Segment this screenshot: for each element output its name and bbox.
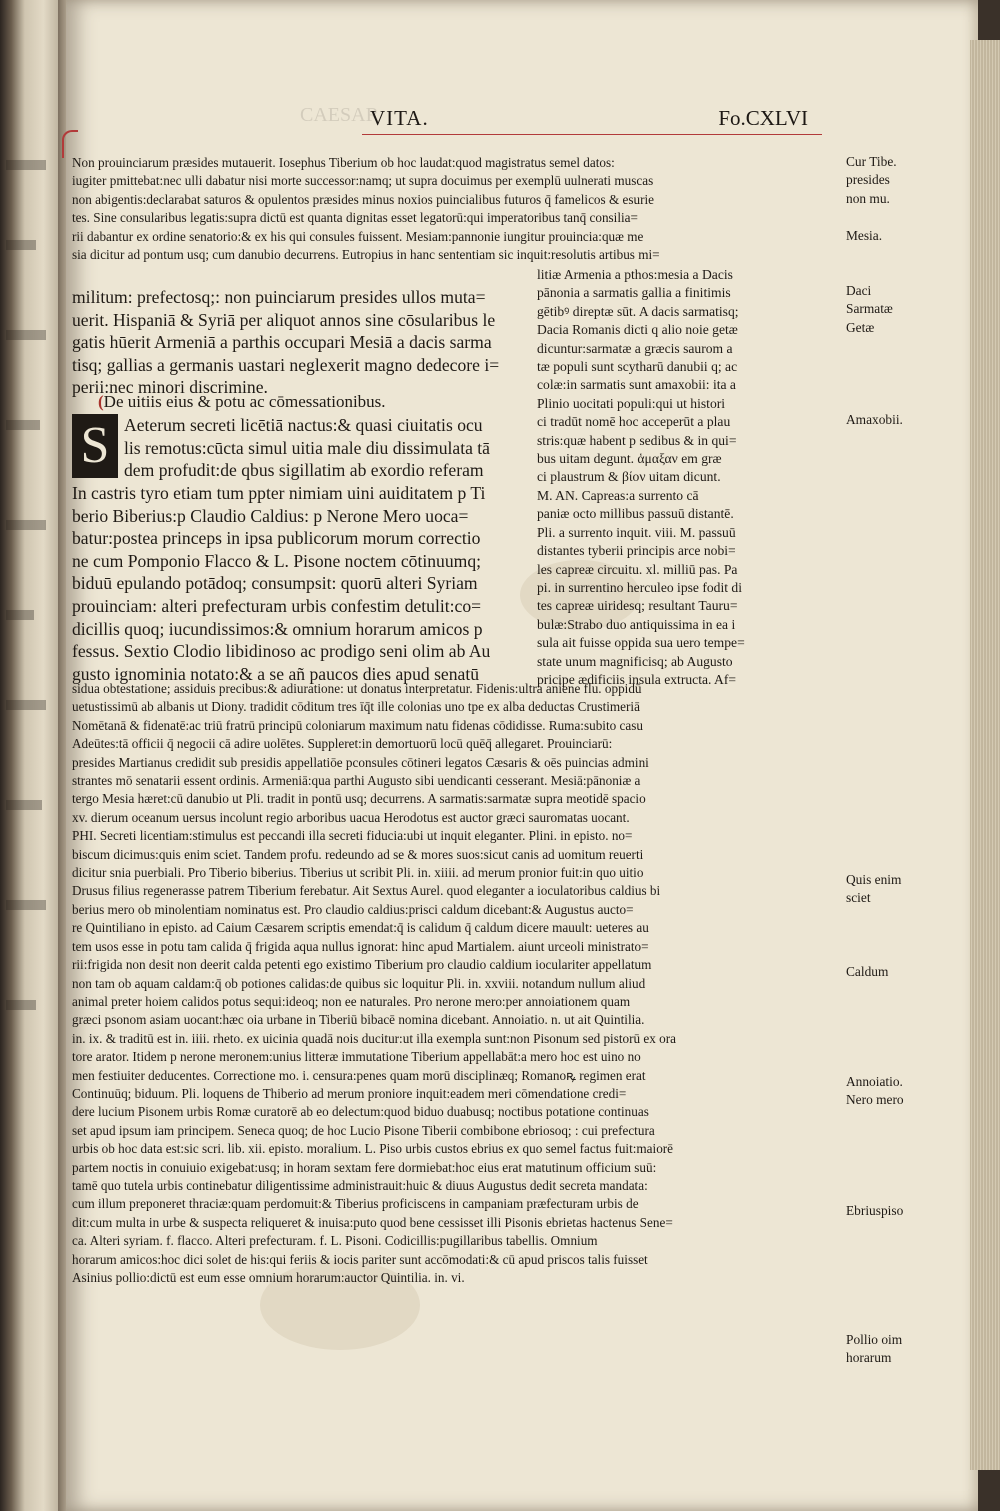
- margin-note: Sarmatæ: [846, 301, 893, 317]
- margin-note: Amaxobii.: [846, 411, 903, 427]
- text-line: Aeterum secreti licētiā nactus:& quasi ciuitatis ocu: [124, 415, 483, 435]
- facing-page-edge: [0, 0, 62, 1511]
- text-line: set apud ipsum iam principem. Seneca quoq; de hoc Lucio Pisone Tiberii combibone ebriosoq; : cui prefectura: [72, 1122, 655, 1138]
- text-line: sidua obtestatione; assiduis precibus:& adiuratione: ut donatus interpretatur. Fidenis:ultra aniene flu. oppidū: [72, 681, 642, 696]
- text-line: uetustissimū ab albanis ut Diony. tradidit cōditum tres īq̄t ille colonias uno tpe ex alba deductas Crustimeriā: [72, 699, 640, 715]
- margin-note: sciet: [846, 890, 871, 905]
- lower-commentary: [72, 680, 842, 1287]
- text-line: tergo Mesia hæret:cū danubio ut Pli. tradit in pontū usq; decurrens. A sarmatis:sarmatæ supra meotidē spacio: [72, 791, 646, 807]
- text-line: colæ:in sarmatis sunt amaxobii: ita a: [537, 377, 736, 393]
- text-line: sula ait fuisse oppida sua uero tempe=: [537, 635, 745, 651]
- text-line: bulæ:Strabo duo antiquissima in ea i: [537, 616, 736, 632]
- text-line: dicuntur:sarmatæ a græcis saurom a: [537, 340, 733, 356]
- text-line: gusto ignominia notato:& a se añ paucos dies apud senatū: [72, 663, 480, 684]
- folio-number: Fo.CXLVI: [718, 106, 808, 130]
- text-line: uerit. Hispaniā & Syriā per aliquot annos sine cōsularibus le: [72, 309, 496, 330]
- text-line: ne cum Pomponio Flacco & L. Pisone noctem cōtinuumq;: [72, 550, 482, 571]
- text-line: pi. in surrentino herculeo ipse fodit di: [537, 579, 742, 595]
- text-line: ci plaustrum & βίον uitam dicunt.: [537, 469, 721, 485]
- show-through-title: CAESAR: [300, 104, 379, 126]
- right-commentary: [537, 266, 837, 689]
- text-line: dem profudit:de qbus sigillatim ab exordio referam: [124, 460, 484, 481]
- text-line: horarum amicos:hoc dici solet de his:qui feriis & iocis pariter sunt accōmodati:& cū apud priscos talis fuisset: [72, 1251, 648, 1267]
- margin-note: non mu.: [846, 190, 890, 206]
- text-line: Pli. a surrento inquit. viii. M. passuū: [537, 524, 736, 540]
- text-line: Plinio uocitati populi:qui ut histori: [537, 395, 726, 411]
- text-line: gatis hūerit Armeniā a parthis occupari Mesiā a dacis sarma: [72, 332, 492, 353]
- text-line: perii:nec minori discrimine.: [72, 377, 268, 398]
- text-line: PHI. Secreti licentiam:stimulus est peccandi illa secreti fiducia:ubi ut inquit eleganter. Plini. in episto. no=: [72, 828, 633, 844]
- text-line: tes. Sine consularibus legatis:supra dictū est quanta dignitas esset legatorū:qui imperatoribus tanq̄ consilia=: [72, 210, 638, 226]
- text-line: Non prouinciarum præsides mutauerit. Iosephus Tiberium ob hoc laudat:quod magistratus semel datos:: [72, 155, 615, 170]
- text-line: tes capreæ uiridesq; resultant Tauru=: [537, 598, 738, 614]
- text-line: men festiuiter deducentes. Correctione mo. i. censura:penes quam morū disciplinæq; Romanoꝶ regimen erat: [72, 1067, 646, 1083]
- text-line: fessus. Sextio Clodio libidinoso ac prodigo seni olim ab Au: [72, 641, 491, 662]
- text-line: pricipe ædificiis insula extructa. Af=: [537, 671, 737, 687]
- margin-note: Getæ: [846, 319, 875, 335]
- text-line: dicillis quoq; iucundissimos:& omnium horarum amicos p: [72, 618, 483, 639]
- text-line: Continuūq; biduum. Pli. loquens de Thiberio ad merum proniore inquit:eadem meri cōmendatione credi=: [72, 1085, 627, 1101]
- text-line: lis remotus:cūcta simul uitia male diu dissimulata tā: [124, 437, 490, 458]
- text-line: ca. Alteri syriam. f. flacco. Alteri prefecturam. f. L. Pisoni. Codicillis:pugillaribus tabellis. Omnium: [72, 1233, 598, 1249]
- text-line: rii dabantur ex ordine senatorio:& ex his qui consules fuissent. Mesiam:pannonie iungitur prouincia:quæ me: [72, 228, 644, 244]
- text-line: rii:frigida non desit non deerit calda petenti ego existimo Tiberium pro claudio caldium ioculariter appellatum: [72, 957, 652, 973]
- text-line: dit:cum multa in urbe & suspecta reliqueret & inuisa:puto quod bene cessisset illi Pisonis ebrietas hactenus Sene=: [72, 1214, 673, 1230]
- text-line: Dacia Romanis dicti q alio noie getæ: [537, 322, 738, 338]
- text-line: batur:postea princeps in ipsa publicorum morum correctio: [72, 528, 481, 549]
- text-line: ci tradūt nomē hoc acceperūt a plau: [537, 414, 731, 430]
- text-line: In castris tyro etiam tum ppter nimiam uini auiditatem p Ti: [72, 483, 486, 503]
- text-line: Asinius pollio:dictū est eum esse omnium horarum:auctor Quintilia. in. vi.: [72, 1270, 465, 1285]
- text-line: tisq; gallias a germanis uastari neglexerit magno dedecore i=: [72, 354, 500, 375]
- main-text-indented: [124, 414, 534, 482]
- text-line: litiæ Armenia a pthos:mesia a Dacis: [537, 267, 733, 282]
- main-text-top: [72, 286, 527, 399]
- text-line: non tam ob aquam caldam:q̄ ob potiones calidas:de quibus sic loquitur Pli. in. xxviii. notandum nullum aliud: [72, 975, 646, 991]
- margin-note: Annoiatio.: [846, 1074, 903, 1089]
- text-line: militum: prefectosq;: non puinciarum presides ullos muta=: [72, 287, 486, 307]
- chapter-heading: (De uitiis eius & potu ac cōmessationibus.: [98, 392, 386, 411]
- text-line: les capreæ circuitu. xl. milliū pas. Pa: [537, 561, 738, 577]
- text-line: biduū epulando potādoq; consumpsit: quorū alteri Syriam: [72, 573, 478, 594]
- text-line: dicitur snia puerbiali. Pro Tiberio biberius. Tiberius ut scribit Pli. in. xiiii. ad merum pronior fuit:in quo uitio: [72, 865, 644, 881]
- text-line: græci psonom asiam uocant:hæc oia urbane in Tiberiū bibacē nomina dicebant. Annoiatio. n. ut ait Quintilia.: [72, 1012, 645, 1028]
- text-line: tamē quo tutela urbis continebatur diligentissime administrauit:huic & diuus Augustus dedit secreta mandata:: [72, 1177, 648, 1193]
- text-line: iugiter pmittebat:nec ulli dabatur nisi morte successor:namq; ut supra docuimus per exemplū uulnerati muscas: [72, 173, 654, 189]
- text-line: non abigentis:declarabat saturos & opulentos præsides minus noxios puincialibus futuros q̄ famelicos & esurie: [72, 191, 654, 207]
- text-line: gētibꝰ direptæ sūt. A dacis sarmatisq;: [537, 303, 739, 319]
- margin-note: Nero mero: [846, 1092, 904, 1108]
- page-header: [300, 106, 820, 140]
- margin-note: Ebriuspiso: [846, 1202, 904, 1218]
- text-line: animal preter hoiem calidos potus sequi:ideoq; non ee naturales. Pro nerone mero:per annoiationem quam: [72, 993, 631, 1009]
- decorated-initial: S: [72, 414, 118, 478]
- margin-note: Cur Tibe.: [846, 154, 897, 169]
- text-line: M. AN. Capreas:a surrento cā: [537, 487, 699, 503]
- text-line: dere lucium Pisonem urbis Romæ curatorē ab eo delectum:quod biduo duabusq; noctibus potatione continuas: [72, 1104, 649, 1120]
- margin-note: Caldum: [846, 963, 889, 979]
- main-text-body: [72, 482, 527, 685]
- text-line: cum illum preponeret thraciæ:quam perdomuit:& Tiberius proficiscens in campaniam præfecturam urbis de: [72, 1196, 639, 1212]
- page-stack-edge: [970, 40, 1000, 1470]
- text-line: sia dicitur ad pontum usq; cum danubio decurrens. Eutropius in hanc sententiam sic inquit:resolutis artibus mi=: [72, 247, 660, 263]
- text-line: in. ix. & traditū est in. iiii. rheto. ex uicinia quadā nois ducitur:ut illa exempla sunt:non Pisonum sed pistorū ex ora: [72, 1030, 676, 1046]
- running-title: VITA.: [370, 106, 429, 130]
- text-line: re Quintiliano in episto. ad Caium Cæsarem scriptis emendat:q̄ is calidum q̄ caldum dicere mauult: ueteres au: [72, 920, 649, 936]
- margin-note: Mesia.: [846, 227, 883, 243]
- text-line: state unum magnificisq; ab Augusto: [537, 653, 733, 669]
- text-line: xv. dierum oceanum uersus incolunt regio arboribus uacua Herodotus est auctor græci sauromatas uocant.: [72, 809, 630, 825]
- red-underline: [362, 134, 822, 135]
- text-line: tæ populi sunt scytharū danubii q; ac: [537, 359, 738, 375]
- text-line: paniæ octo millibus passuū distantē.: [537, 506, 734, 522]
- text-line: bus uitam degunt. ἁμαξαν em græ: [537, 451, 722, 467]
- margin-note: Quis enim: [846, 871, 902, 887]
- text-line: Drusus filius regenerasse patrem Tiberium ferebatur. Ait Sextus Aurel. quod eleganter a ioculatoribus caldius bi: [72, 883, 661, 899]
- margin-note: horarum: [846, 1350, 892, 1365]
- text-line: strantes mō senatarii essent ordinis. Armeniā:qua parthi Augusto sibi uendicanti cesserant. Mesiā:pānoniæ a: [72, 773, 641, 789]
- paragraph-mark-icon: (: [98, 392, 104, 411]
- top-commentary: [72, 154, 842, 264]
- text-line: pānonia a sarmatis gallia a finitimis: [537, 285, 731, 301]
- text-line: urbis ob hoc data est:sic scri. lib. xii. episto. moralium. L. Piso urbis custos ebrius ex quo semel factus fuit:maiorē: [72, 1141, 674, 1157]
- text-line: Adeūtes:tā officii q̄ negocii cā adire uolētes. Suppleret:in demortuorū locū quēq̄ allegaret. Prouinciarū:: [72, 736, 613, 752]
- margin-note: presides: [846, 172, 890, 188]
- margin-note: Pollio oim: [846, 1331, 903, 1347]
- margin-note: Daci: [846, 282, 872, 298]
- text-line: biscum dicimus:quis enim sciet. Tandem profu. redeundo ad se & mores suos:sicut canis ad uomitum reuerti: [72, 846, 644, 862]
- text-line: prouinciam: alteri prefecturam urbis confestim detulit:co=: [72, 595, 482, 616]
- text-line: berius mero ob minolentiam nominatus est. Pro claudio caldius:prisci caldum dicebant:& Augustus aucto=: [72, 901, 634, 917]
- text-line: presides Martianus credidit sub presidis appellatiōe pconsules cōtineri legatos Cæsaris & oēs puincias admini: [72, 754, 649, 770]
- text-line: partem noctis in conuiuio exigebat:usq; in horam sextam fere dormiebat:hoc eius erat matutinum officium suū:: [72, 1159, 657, 1175]
- text-line: tore arator. Itidem p nerone meronem:unius litteræ immutatione Tiberium appellabāt:a mero hoc est uino no: [72, 1049, 641, 1065]
- text-line: berio Biberius:p Claudio Caldius: p Nerone Mero uoca=: [72, 505, 469, 526]
- text-line: stris:quæ habent p sedibus & in qui=: [537, 432, 737, 448]
- text-line: Nomētanā & fidenatē:ac triū fratrū principū coloniarum maximum natu fidenas cōdidisse. Ruma:subito casu: [72, 717, 643, 733]
- text-line: tem usos esse in potu tam calida q̄ frigida aqua nullus ignorat: hinc apud Martialem. aiunt urceoli ministrato=: [72, 938, 649, 954]
- text-line: distantes tyberii principis arce nobi=: [537, 543, 736, 559]
